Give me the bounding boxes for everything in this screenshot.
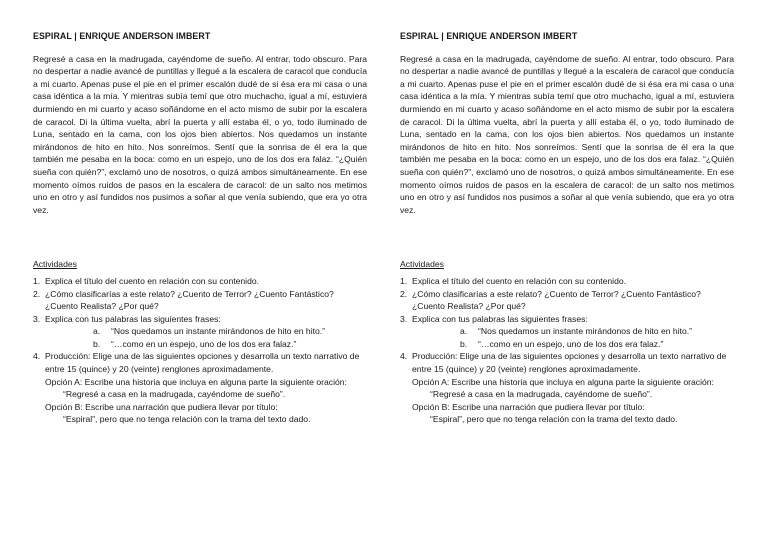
- activities-heading: Actividades: [400, 259, 444, 270]
- activities-heading: Actividades: [33, 259, 77, 270]
- activity-item: 4. Producción: Elige una de las siguientes opciones y desarrolla un texto narrativo de entre 15 (quince) y 20 (veinte) renglones aproximadamente.: [33, 351, 360, 375]
- activity-item: 2. ¿Cómo clasificarías a este relato? ¿Cuento de Terror? ¿Cuento Fantástico? ¿Cuento Realista? ¿Por qué?: [400, 288, 701, 312]
- phrase-item: a. “Nos quedamos un instante mirándonos de hito en hito.”: [460, 326, 693, 337]
- activity-item: 3. Explica con tus palabras las siguientes frases: a. “Nos quedamos un instante mirándonos de hito en hito.” b. “…como en un espejo, uno de los dos era falaz.”: [412, 313, 734, 351]
- phrase-item: a. “Nos quedamos un instante mirándonos de hito en hito.”: [93, 326, 326, 337]
- option-a-detail: “Regresé a casa en la madrugada, cayéndome de sueño”.: [430, 389, 653, 400]
- option-a-detail: “Regresé a casa en la madrugada, cayéndome de sueño”.: [63, 389, 286, 400]
- option-a-label: Opción A: Escribe una historia que incluya en alguna parte la siguiente oración:: [412, 376, 714, 387]
- story-text: Regresé a casa en la madrugada, cayéndome de sueño. Al entrar, todo obscuro. Para no despertar a nadie avancé de puntillas y llegué a la escalera de caracol que conducía a mi cuarto. Apenas puse el pie en el primer escalón dudé de si ésa era mi casa o una casa idéntica a la mía. Y mientras subía temí que otro muchacho, igual a mí, estuviera durmiendo en mi cuarto y acaso soñándome en el acto mismo de subir por la escalera de caracol. Di la última vuelta, abrí la puerta y allí estaba él, o yo, todo iluminado de Luna, sentado en la cama, con los ojos bien abiertos. Nos quedamos un instante mirándonos de hito en hito. Nos sonreímos. Sentí que la sonrisa de él era la que también me pesaba en la boca: como en un espejo, uno de los dos era falaz. “¿Quién sueña con quién?”, exclamó uno de nosotros, o quizá ambos simultáneamente. En ese momento oímos ruidos de pasos en la escalera de caracol: de un salto nos metimos uno en otro y así fundidos nos pusimos a soñar al que venía subiendo, que era yo otra vez.: [33, 53, 367, 215]
- worksheet-copy-right: [400, 30, 734, 426]
- option-a-label: Opción A: Escribe una historia que incluya en alguna parte la siguiente oración:: [45, 376, 347, 387]
- activities-list: [33, 275, 367, 376]
- activities-list: [400, 275, 734, 376]
- activity-item: 1. Explica el título del cuento en relación con su contenido.: [400, 275, 627, 286]
- story-text: Regresé a casa en la madrugada, cayéndome de sueño. Al entrar, todo obscuro. Para no despertar a nadie avancé de puntillas y llegué a la escalera de caracol que conducía a mi cuarto. Apenas puse el pie en el primer escalón dudé de si ésa era mi casa o una casa idéntica a la mía. Y mientras subía temí que otro muchacho, igual a mí, estuviera durmiendo en mi cuarto y acaso soñándome en el acto mismo de subir por la escalera de caracol. Di la última vuelta, abrí la puerta y allí estaba él, o yo, todo iluminado de Luna, sentado en la cama, con los ojos bien abiertos. Nos quedamos un instante mirándonos de hito en hito. Nos sonreímos. Sentí que la sonrisa de él era la que también me pesaba en la boca: como en un espejo, uno de los dos era falaz. “¿Quién sueña con quién?”, exclamó uno de nosotros, o quizá ambos simultáneamente. En ese momento oímos ruidos de pasos en la escalera de caracol: de un salto nos metimos uno en otro y así fundidos nos pusimos a soñar al que venía subiendo, que era yo otra vez.: [400, 53, 734, 215]
- option-b-label: Opción B: Escribe una narración que pudiera llevar por título:: [412, 401, 645, 412]
- activity-item: 1. Explica el título del cuento en relación con su contenido.: [33, 275, 260, 286]
- activity-item: 2. ¿Cómo clasificarías a este relato? ¿Cuento de Terror? ¿Cuento Fantástico? ¿Cuento Realista? ¿Por qué?: [33, 288, 334, 312]
- option-b-detail: “Espiral”, pero que no tenga relación con la trama del texto dado.: [430, 414, 678, 425]
- phrases-list: [412, 325, 734, 350]
- activity-item: 3. Explica con tus palabras las siguientes frases: a. “Nos quedamos un instante mirándonos de hito en hito.” b. “…como en un espejo, uno de los dos era falaz.”: [45, 313, 367, 351]
- worksheet-copy-left: [33, 30, 367, 426]
- option-b-detail: “Espiral”, pero que no tenga relación con la trama del texto dado.: [63, 414, 311, 425]
- story-title: ESPIRAL | ENRIQUE ANDERSON IMBERT: [33, 31, 211, 41]
- story-title: ESPIRAL | ENRIQUE ANDERSON IMBERT: [400, 31, 578, 41]
- phrases-list: [45, 325, 367, 350]
- option-b-label: Opción B: Escribe una narración que pudiera llevar por título:: [45, 401, 278, 412]
- activity-item: 4. Producción: Elige una de las siguientes opciones y desarrolla un texto narrativo de entre 15 (quince) y 20 (veinte) renglones aproximadamente.: [400, 351, 727, 375]
- phrase-item: b. “…como en un espejo, uno de los dos era falaz.”: [460, 338, 664, 349]
- phrase-item: b. “…como en un espejo, uno de los dos era falaz.”: [93, 338, 297, 349]
